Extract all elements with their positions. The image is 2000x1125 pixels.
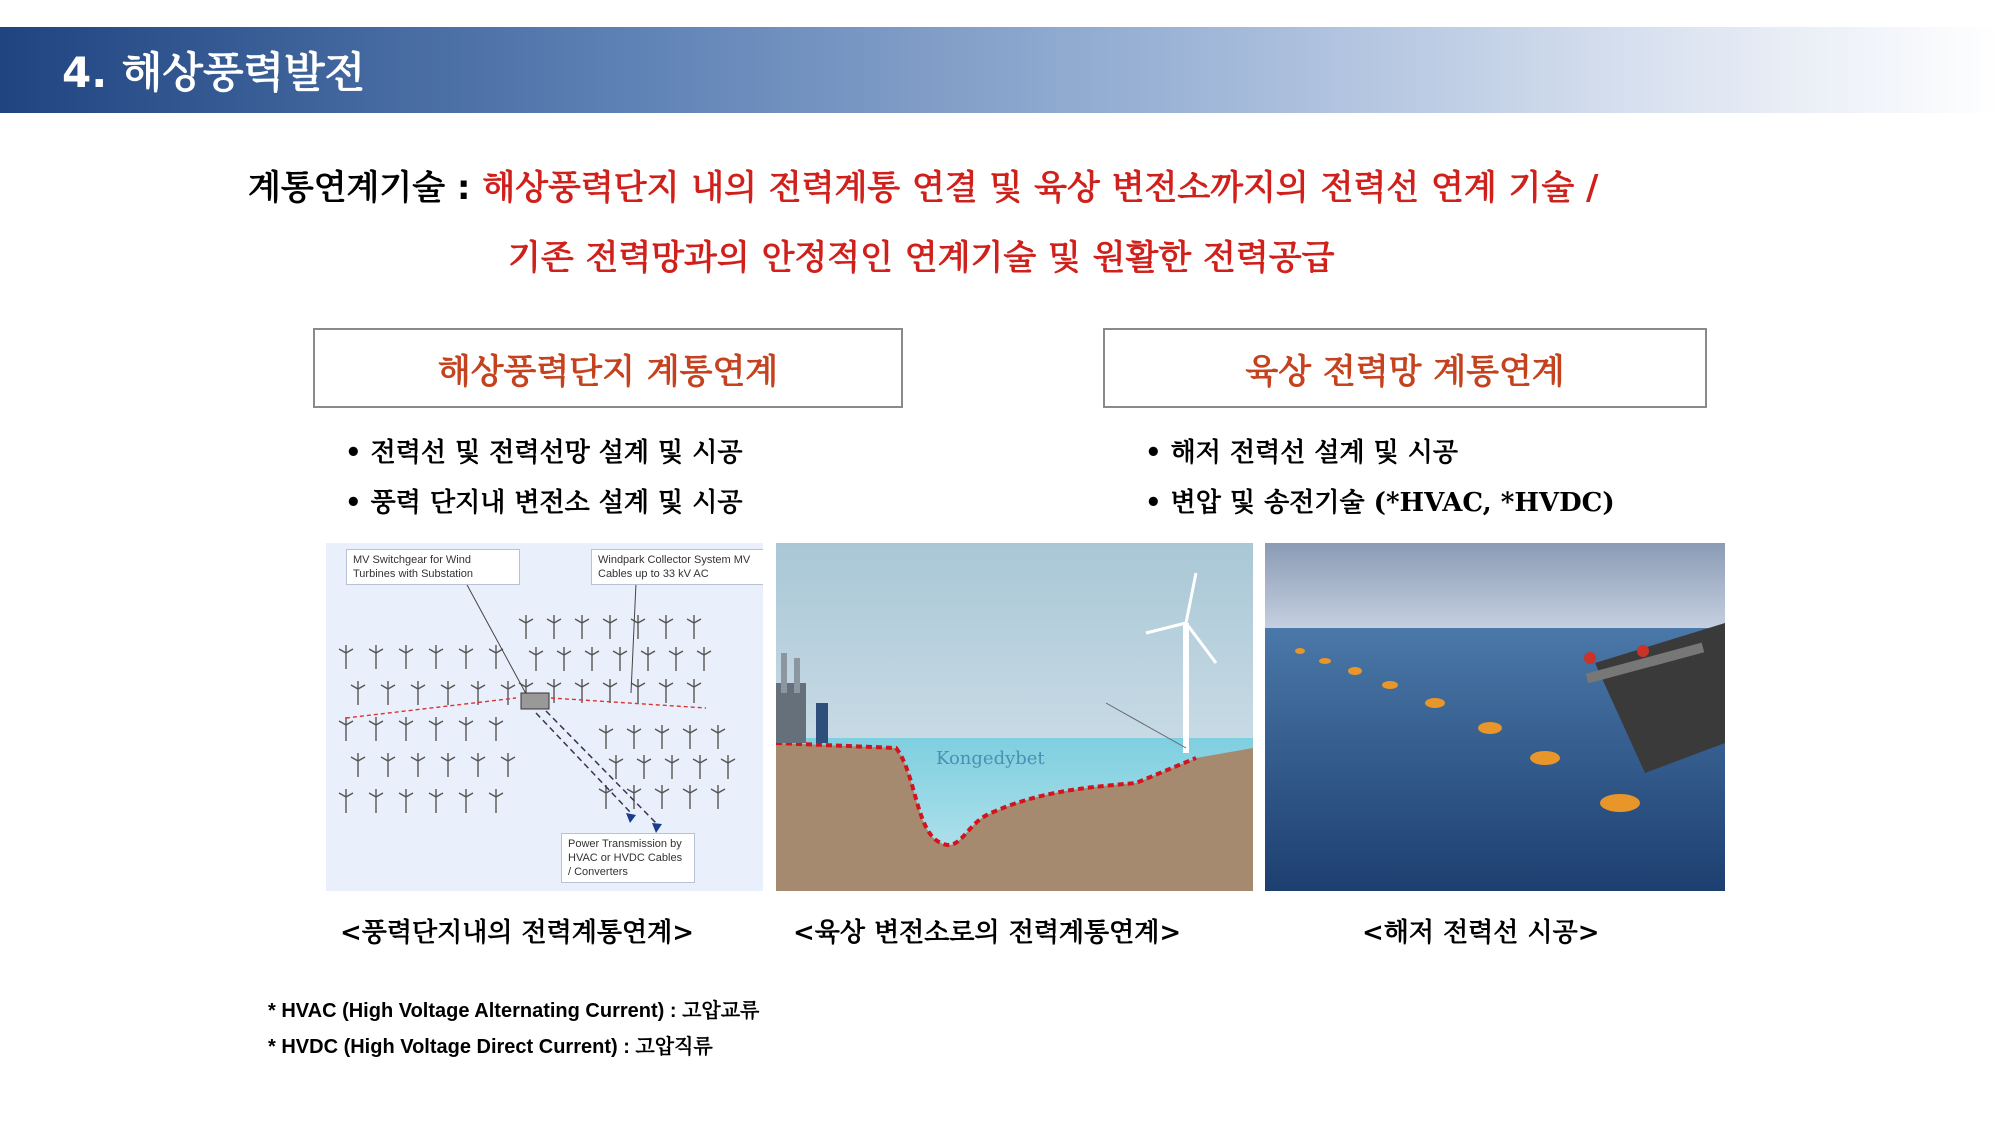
bullet-item: • 풍력 단지내 변전소 설계 및 시공 bbox=[345, 478, 742, 528]
callout-switchgear: MV Switchgear for Wind Turbines with Substation bbox=[346, 549, 520, 585]
bullet-list-right bbox=[1145, 428, 1615, 528]
intro-label: 계통연계기술 : bbox=[248, 168, 483, 208]
footnote-hvac: * HVAC (High Voltage Alternating Current) : 고압교류 bbox=[268, 1000, 760, 1022]
callout-transmission: Power Transmission by HVAC or HVDC Cables / Converters bbox=[561, 833, 695, 883]
caption-substation: <육상 변전소로의 전력계통연계> bbox=[793, 918, 1182, 948]
bullet-item: • 해저 전력선 설계 및 시공 bbox=[1145, 428, 1615, 478]
windfarm-diagram-image bbox=[326, 543, 763, 891]
submarine-cable-photo bbox=[1265, 543, 1725, 891]
intro-line-2: 기존 전력망과의 안정적인 연계기술 및 원활한 전력공급 bbox=[508, 238, 1335, 278]
caption-submarine: <해저 전력선 시공> bbox=[1362, 918, 1600, 948]
bullet-item: • 전력선 및 전력선망 설계 및 시공 bbox=[345, 428, 742, 478]
intro-line-1 bbox=[248, 160, 1598, 209]
bullet-list-left bbox=[345, 428, 742, 528]
page-title: 4. 해상풍력발전 bbox=[62, 48, 366, 97]
kongedybet-label: Kongedybet bbox=[936, 748, 1045, 769]
cable-route-cross-section-image bbox=[776, 543, 1253, 891]
bullet-item: • 변압 및 송전기술 (*HVAC, *HVDC) bbox=[1145, 478, 1615, 528]
section-title-onshore: 육상 전력망 계통연계 bbox=[1103, 328, 1707, 408]
footnote-hvdc: * HVDC (High Voltage Direct Current) : 고압직류 bbox=[268, 1036, 713, 1058]
footnotes bbox=[268, 993, 759, 1065]
intro-text-1: 해상풍력단지 내의 전력계통 연결 및 육상 변전소까지의 전력선 연계 기술 / bbox=[482, 168, 1599, 208]
section-title-offshore: 해상풍력단지 계통연계 bbox=[313, 328, 903, 408]
callout-collector: Windpark Collector System MV Cables up to 33 kV AC bbox=[591, 549, 763, 585]
caption-windfarm: <풍력단지내의 전력계통연계> bbox=[340, 918, 695, 948]
